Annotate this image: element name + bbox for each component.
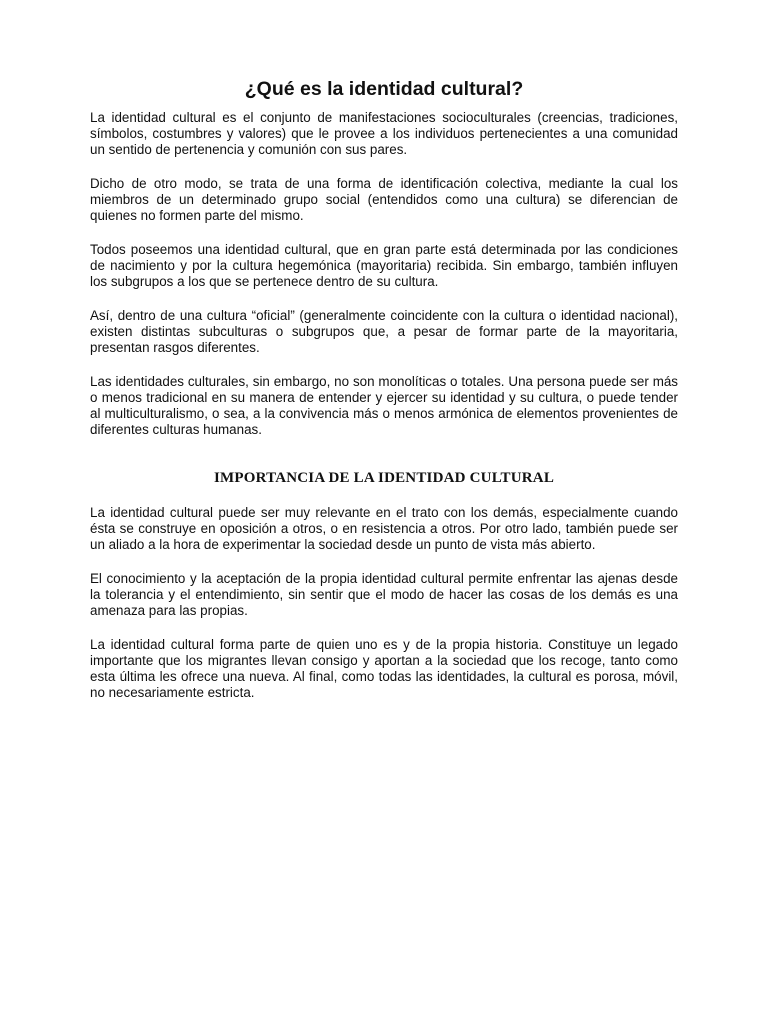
section-paragraph-2: El conocimiento y la aceptación de la propia identidad cultural permite enfrentar las ajenas desde la tolerancia y el entendimiento, sin sentir que el modo de hacer las cosas de los demás es una amenaza para las propias. bbox=[90, 571, 678, 618]
intro-paragraph-1: La identidad cultural es el conjunto de manifestaciones socioculturales (creencias, tradiciones, símbolos, costumbres y valores) que le provee a los individuos pertenecientes a una comunidad un sentido de pertenencia y comunión con sus pares. bbox=[90, 110, 678, 157]
intro-paragraph-2: Dicho de otro modo, se trata de una forma de identificación colectiva, mediante la cual los miembros de un determinado grupo social (entendidos como una cultura) se diferencian de quienes no formen parte del mismo. bbox=[90, 176, 678, 223]
section-paragraph-3: La identidad cultural forma parte de quien uno es y de la propia historia. Constituye un legado importante que los migrantes llevan consigo y aportan a la sociedad que los recoge, tanto como esta última les ofrece una nueva. Al final, como todas las identidades, la cultural es porosa, móvil, no necesariamente estricta. bbox=[90, 637, 678, 700]
section-heading: IMPORTANCIA DE LA IDENTIDAD CULTURAL bbox=[213, 470, 555, 486]
intro-paragraph-3: Todos poseemos una identidad cultural, que en gran parte está determinada por las condiciones de nacimiento y por la cultura hegemónica (mayoritaria) recibida. Sin embargo, también influyen los subgrupos a los que se pertenece dentro de su cultura. bbox=[90, 242, 678, 289]
document-page bbox=[90, 76, 678, 719]
section-paragraph-1: La identidad cultural puede ser muy relevante en el trato con los demás, especialmente cuando ésta se construye en oposición a otros, o en resistencia a otros. Por otro lado, también puede ser un aliado a la hora de experimentar la sociedad desde un punto de vista más abierto. bbox=[90, 505, 678, 552]
document-title: ¿Qué es la identidad cultural? bbox=[244, 78, 524, 100]
intro-paragraph-5: Las identidades culturales, sin embargo, no son monolíticas o totales. Una persona puede ser más o menos tradicional en su manera de entender y ejercer su identidad y su cultura, o puede tender al multiculturalismo, o sea, a la convivencia más o menos armónica de elementos provenientes de diferentes culturas humanas. bbox=[90, 374, 678, 437]
intro-paragraph-4: Así, dentro de una cultura “oficial” (generalmente coincidente con la cultura o identidad nacional), existen distintas subculturas o subgrupos que, a pesar de formar parte de la mayoritaria, presentan rasgos diferentes. bbox=[90, 308, 678, 355]
